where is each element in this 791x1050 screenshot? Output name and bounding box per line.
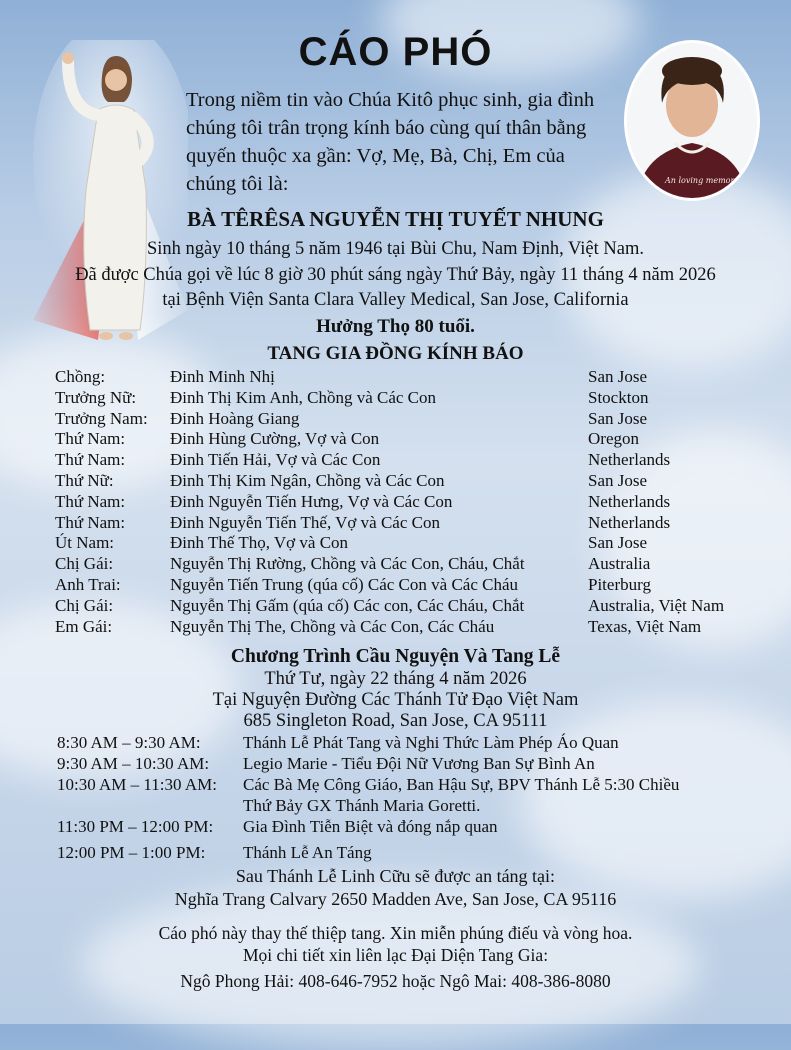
family-relation: Thứ Nam: (55, 429, 126, 449)
family-relation: Thứ Nam: (55, 450, 126, 470)
portrait-caption: An loving memory of (665, 176, 750, 185)
family-names: Đinh Hoàng Giang (170, 408, 300, 428)
family-row (55, 450, 755, 471)
birth-info: Sinh ngày 10 tháng 5 năm 1946 tại Bùi Chu, Nam Định, Việt Nam. (147, 239, 644, 259)
family-row (55, 533, 755, 554)
family-names: Đinh Minh Nhị (170, 367, 275, 386)
family-location: Texas, Việt Nam (588, 616, 702, 636)
family-names: Đinh Hùng Cường, Vợ và Con (170, 429, 380, 449)
family-relation: Chồng: (55, 367, 106, 386)
family-row (55, 575, 755, 596)
family-location: Netherlands (588, 512, 671, 532)
family-names: Nguyễn Thị The, Chồng và Các Con, Các Cháu (170, 616, 495, 636)
family-location: San Jose (588, 470, 648, 490)
family-row (55, 471, 755, 492)
family-names: Đinh Thế Thọ, Vợ và Con (170, 533, 349, 553)
family-heading: TANG GIA ĐỒNG KÍNH BÁO (267, 343, 524, 364)
family-relation: Chị Gái: (55, 554, 114, 574)
family-location: Netherlands (588, 491, 671, 511)
family-row (55, 513, 755, 534)
family-row (55, 617, 755, 638)
schedule-time: 12:00 PM – 1:00 PM: (57, 843, 206, 862)
family-names: Đinh Thị Kim Ngân, Chồng và Các Con (170, 470, 445, 490)
family-names: Nguyễn Tiến Trung (qúa cố) Các Con và Các Cháu (170, 574, 519, 594)
intro-paragraph: Trong niềm tin vào Chúa Kitô phục sinh, gia đình chúng tôi trân trọng kính báo cùng quí thân bằng quyến thuộc xa gần: Vợ, Mẹ, Bà, Chị, Em của chúng tôi là: (186, 89, 595, 195)
family-row (55, 388, 755, 409)
program-heading: Chương Trình Cầu Nguyện Và Tang Lễ (230, 646, 561, 667)
passing-place: tại Bệnh Viện Santa Clara Valley Medical, San Jose, California (162, 290, 629, 310)
family-names: Đinh Tiến Hải, Vợ và Các Con (170, 450, 381, 470)
schedule-description: Thánh Lễ Phát Tang và Nghi Thức Làm Phép Áo Quan (243, 733, 619, 752)
family-relation: Chị Gái: (55, 595, 114, 615)
schedule-description: Legio Marie - Tiểu Đội Nữ Vương Ban Sự Bình An (243, 754, 595, 773)
schedule-row (57, 732, 757, 753)
program-date: Thứ Tư, ngày 22 tháng 4 năm 2026 (264, 669, 527, 689)
family-location: San Jose (588, 367, 648, 386)
family-row (55, 409, 755, 430)
passing-info: Đã được Chúa gọi về lúc 8 giờ 30 phút sáng ngày Thứ Bảy, ngày 11 tháng 4 năm 2026 (75, 265, 716, 285)
family-location: Piterburg (588, 574, 651, 594)
family-relation: Trưởng Nam: (55, 408, 148, 428)
schedule-row (57, 842, 757, 863)
program-address: 685 Singleton Road, San Jose, CA 95111 (243, 711, 548, 731)
family-row (55, 596, 755, 617)
family-relation: Thứ Nam: (55, 491, 126, 511)
family-location: Oregon (588, 429, 639, 449)
schedule-description: Các Bà Mẹ Công Giáo, Ban Hậu Sự, BPV Thánh Lễ 5:30 Chiều (243, 775, 680, 794)
schedule-description: Thánh Lễ An Táng (243, 843, 372, 862)
family-relation: Thứ Nữ: (55, 470, 114, 490)
family-location: San Jose (588, 408, 648, 428)
family-location: Australia (588, 554, 651, 574)
family-names: Đinh Nguyễn Tiến Thế, Vợ và Các Con (170, 512, 440, 532)
schedule-description: Gia Đình Tiễn Biệt và đóng nắp quan (243, 817, 498, 836)
schedule-description-cont: Thứ Bảy GX Thánh Maria Goretti. (243, 796, 481, 815)
family-names: Đinh Thị Kim Anh, Chồng và Các Con (170, 387, 437, 407)
schedule-list (57, 732, 757, 863)
program-venue: Tại Nguyện Đường Các Thánh Tử Đạo Việt Nam (212, 690, 579, 710)
family-names: Nguyễn Thị Rường, Chồng và Các Con, Cháu, Chắt (170, 554, 525, 574)
family-location: San Jose (588, 533, 648, 553)
family-row (55, 554, 755, 575)
family-location: Stockton (588, 387, 649, 407)
notice-line-2: Mọi chi tiết xin liên lạc Đại Diện Tang Gia: (242, 945, 549, 965)
family-location: Netherlands (588, 450, 671, 470)
schedule-time: 11:30 PM – 12:00 PM: (57, 817, 214, 836)
contact-info: Ngô Phong Hải: 408-646-7952 hoặc Ngô Mai: 408-386-8080 (180, 971, 611, 991)
age-info: Hưởng Thọ 80 tuổi. (316, 316, 475, 337)
burial-line-1: Sau Thánh Lễ Linh Cữu sẽ được an táng tại: (235, 866, 556, 886)
burial-line-2: Nghĩa Trang Calvary 2650 Madden Ave, San Jose, CA 95116 (174, 889, 617, 909)
notice-line-1: Cáo phó này thay thế thiệp tang. Xin miễn phúng điếu và vòng hoa. (158, 923, 633, 943)
family-row (55, 367, 755, 388)
schedule-time: 8:30 AM – 9:30 AM: (57, 733, 201, 752)
schedule-row (57, 816, 757, 837)
family-names: Nguyễn Thị Gấm (qúa cố) Các con, Các Cháu, Chắt (170, 595, 525, 615)
schedule-row (57, 774, 757, 816)
family-relation: Anh Trai: (55, 574, 121, 594)
family-names: Đinh Nguyễn Tiến Hưng, Vợ và Các Con (170, 491, 453, 511)
family-relation: Út Nam: (55, 533, 115, 553)
schedule-time: 10:30 AM – 11:30 AM: (57, 775, 217, 794)
family-location: Australia, Việt Nam (588, 595, 725, 615)
page-title: CÁO PHÓ (298, 30, 493, 74)
family-relation: Thứ Nam: (55, 512, 126, 532)
family-row (55, 429, 755, 450)
schedule-row (57, 753, 757, 774)
family-relation: Em Gái: (55, 616, 113, 636)
deceased-name: BÀ TÊRÊSA NGUYỄN THỊ TUYẾT NHUNG (187, 207, 604, 231)
family-list (55, 367, 755, 637)
schedule-time: 9:30 AM – 10:30 AM: (57, 754, 210, 773)
family-row (55, 492, 755, 513)
family-relation: Trưởng Nữ: (55, 387, 137, 407)
